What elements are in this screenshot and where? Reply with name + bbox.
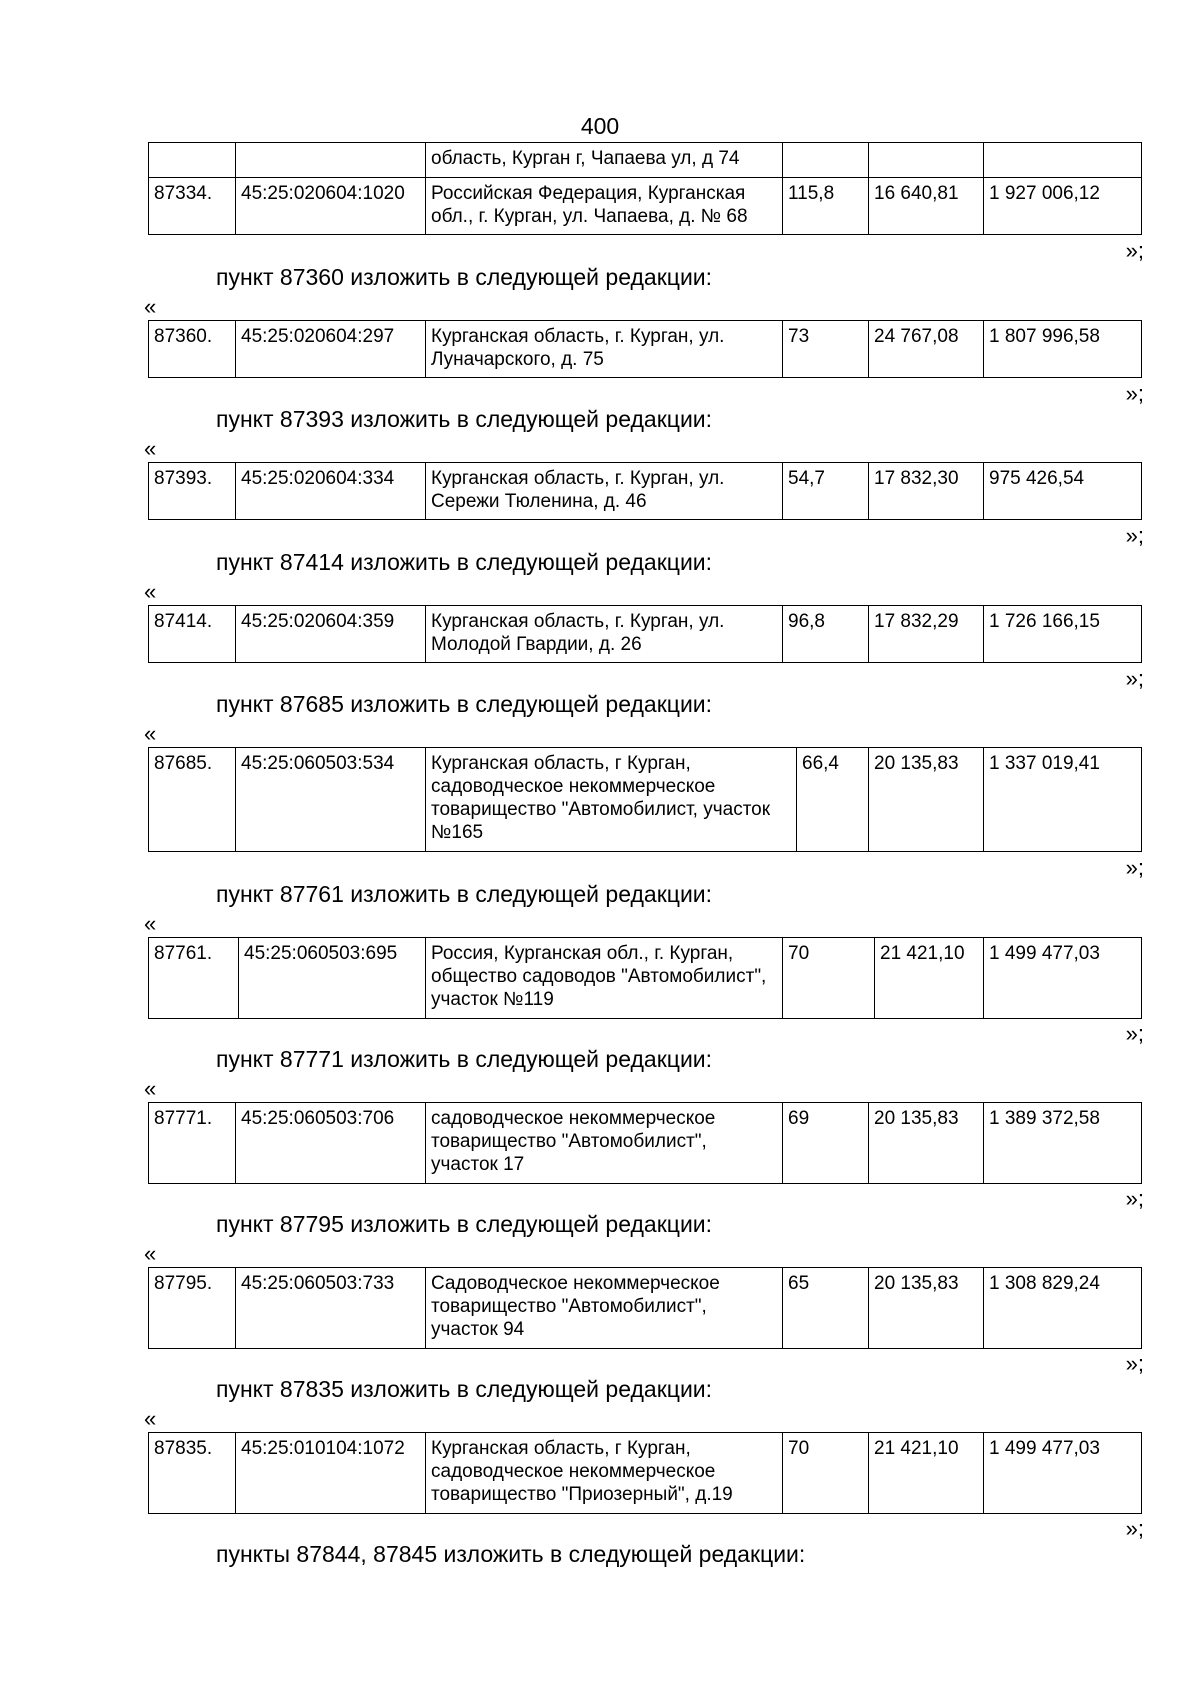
cell-rate: 20 135,83 [869, 748, 984, 852]
table-row [149, 321, 1142, 378]
cell-address: Садоводческое некоммерческое товарищество "Автомобилист", участок 94 [426, 1268, 783, 1349]
cell-cadastral: 45:25:010104:1072 [236, 1433, 426, 1514]
cell-rate: 17 832,29 [869, 606, 984, 663]
cell-rate [869, 143, 984, 178]
registry-table [148, 142, 1142, 235]
cell-value: 1 927 006,12 [984, 178, 1142, 235]
table-row [149, 938, 1142, 1019]
amendment-instruction: пункт 87771 изложить в следующей редакции: [216, 1046, 713, 1072]
amendment-instruction: пункт 87795 изложить в следующей редакции: [216, 1211, 713, 1237]
cell-value [984, 143, 1142, 178]
cell-address: область, Курган г, Чапаева ул, д 74 [426, 143, 783, 178]
cell-area: 66,4 [797, 748, 869, 852]
cell-cadastral: 45:25:020604:1020 [236, 178, 426, 235]
closing-quote: »; [1125, 238, 1144, 263]
registry-table [148, 605, 1142, 663]
opening-quote: « [144, 1241, 157, 1266]
registry-table [148, 1432, 1142, 1514]
opening-quote: « [144, 911, 157, 936]
cell-number: 87761. [149, 938, 239, 1019]
cell-rate: 20 135,83 [869, 1268, 984, 1349]
cell-cadastral [236, 143, 426, 178]
cell-cadastral: 45:25:020604:359 [236, 606, 426, 663]
cell-number: 87360. [149, 321, 236, 378]
cell-rate: 16 640,81 [869, 178, 984, 235]
cell-number: 87771. [149, 1103, 236, 1184]
cell-address: Курганская область, г Курган, садоводческое некоммерческое товарищество "Приозерный", д.19 [426, 1433, 783, 1514]
cell-number: 87393. [149, 463, 236, 520]
opening-quote: « [144, 1076, 157, 1101]
cell-number: 87835. [149, 1433, 236, 1514]
table-row [149, 143, 1142, 178]
page-number: 400 [580, 113, 620, 139]
cell-address: Курганская область, г Курган, садоводческое некоммерческое товарищество "Автомобилист, участок №165 [426, 748, 797, 852]
cell-rate: 21 421,10 [869, 1433, 984, 1514]
cell-value: 1 807 996,58 [984, 321, 1142, 378]
opening-quote: « [144, 1406, 157, 1431]
cell-cadastral: 45:25:020604:334 [236, 463, 426, 520]
amendment-instruction: пункт 87414 изложить в следующей редакции: [216, 549, 713, 575]
closing-quote: »; [1125, 1021, 1144, 1046]
registry-table [148, 1102, 1142, 1184]
amendment-instruction: пункты 87844, 87845 изложить в следующей редакции: [216, 1541, 806, 1567]
cell-area: 96,8 [783, 606, 869, 663]
cell-number: 87685. [149, 748, 236, 852]
cell-address: садоводческое некоммерческое товарищество "Автомобилист", участок 17 [426, 1103, 783, 1184]
table-row [149, 606, 1142, 663]
closing-quote: »; [1125, 1186, 1144, 1211]
cell-value: 975 426,54 [984, 463, 1142, 520]
registry-table [148, 937, 1142, 1019]
closing-quote: »; [1125, 1351, 1144, 1376]
cell-cadastral: 45:25:060503:695 [239, 938, 426, 1019]
cell-number [149, 143, 236, 178]
cell-value: 1 337 019,41 [984, 748, 1142, 852]
table-row [149, 1433, 1142, 1514]
amendment-instruction: пункт 87761 изложить в следующей редакции: [216, 881, 713, 907]
opening-quote: « [144, 579, 157, 604]
closing-quote: »; [1125, 855, 1144, 880]
cell-address: Россия, Курганская обл., г. Курган, общество садоводов "Автомобилист", участок №119 [426, 938, 783, 1019]
closing-quote: »; [1125, 381, 1144, 406]
registry-table [148, 747, 1142, 852]
registry-table [148, 320, 1142, 378]
cell-area: 70 [783, 1433, 869, 1514]
cell-value: 1 499 477,03 [984, 1433, 1142, 1514]
cell-number: 87414. [149, 606, 236, 663]
cell-number: 87795. [149, 1268, 236, 1349]
cell-cadastral: 45:25:020604:297 [236, 321, 426, 378]
cell-address: Российская Федерация, Курганская обл., г. Курган, ул. Чапаева, д. № 68 [426, 178, 783, 235]
cell-value: 1 389 372,58 [984, 1103, 1142, 1184]
cell-address: Курганская область, г. Курган, ул. Сережи Тюленина, д. 46 [426, 463, 783, 520]
cell-number: 87334. [149, 178, 236, 235]
cell-value: 1 726 166,15 [984, 606, 1142, 663]
cell-area: 65 [783, 1268, 869, 1349]
cell-area: 73 [783, 321, 869, 378]
cell-cadastral: 45:25:060503:706 [236, 1103, 426, 1184]
cell-rate: 24 767,08 [869, 321, 984, 378]
opening-quote: « [144, 294, 157, 319]
cell-area: 69 [783, 1103, 869, 1184]
table-row [149, 1103, 1142, 1184]
cell-cadastral: 45:25:060503:534 [236, 748, 426, 852]
table-row [149, 1268, 1142, 1349]
cell-rate: 21 421,10 [875, 938, 984, 1019]
closing-quote: »; [1125, 1516, 1144, 1541]
cell-cadastral: 45:25:060503:733 [236, 1268, 426, 1349]
registry-table [148, 1267, 1142, 1349]
cell-area: 54,7 [783, 463, 869, 520]
opening-quote: « [144, 436, 157, 461]
table-row [149, 463, 1142, 520]
amendment-instruction: пункт 87685 изложить в следующей редакции: [216, 691, 713, 717]
amendment-instruction: пункт 87393 изложить в следующей редакции: [216, 406, 713, 432]
closing-quote: »; [1125, 666, 1144, 691]
cell-area: 115,8 [783, 178, 869, 235]
cell-value: 1 499 477,03 [984, 938, 1142, 1019]
table-row [149, 178, 1142, 235]
registry-table [148, 462, 1142, 520]
opening-quote: « [144, 721, 157, 746]
table-row [149, 748, 1142, 852]
closing-quote: »; [1125, 523, 1144, 548]
cell-address: Курганская область, г. Курган, ул. Молодой Гвардии, д. 26 [426, 606, 783, 663]
cell-value: 1 308 829,24 [984, 1268, 1142, 1349]
amendment-instruction: пункт 87360 изложить в следующей редакции: [216, 264, 713, 290]
cell-area: 70 [783, 938, 875, 1019]
amendment-instruction: пункт 87835 изложить в следующей редакции: [216, 1376, 713, 1402]
cell-rate: 20 135,83 [869, 1103, 984, 1184]
cell-area [783, 143, 869, 178]
cell-rate: 17 832,30 [869, 463, 984, 520]
cell-address: Курганская область, г. Курган, ул. Луначарского, д. 75 [426, 321, 783, 378]
